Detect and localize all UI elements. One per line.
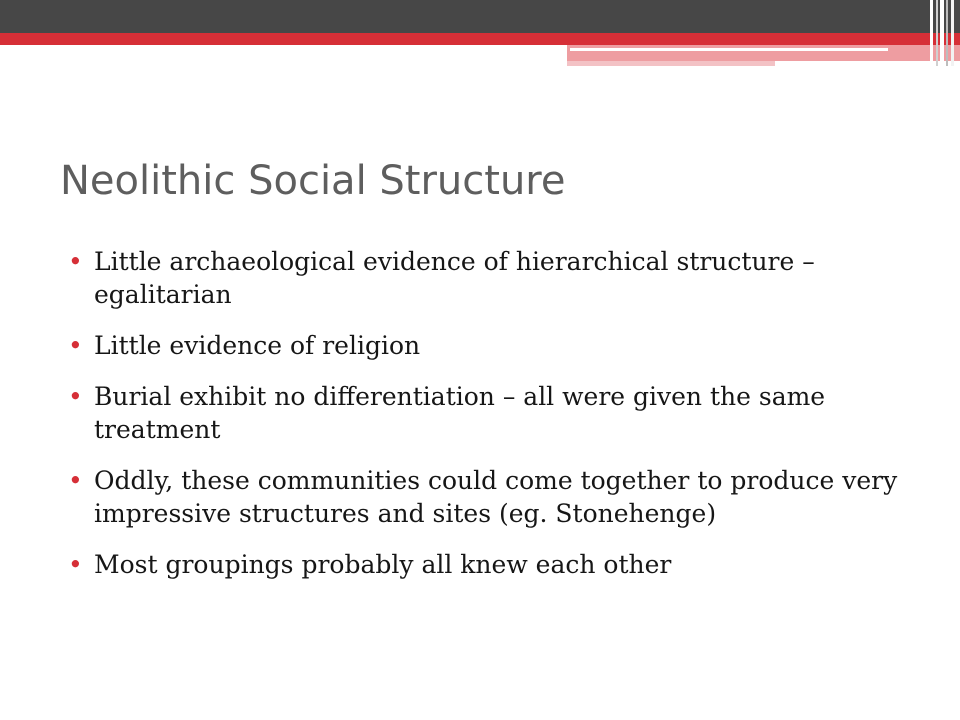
bullet-dot-icon: • — [68, 382, 83, 411]
header-stripe — [940, 0, 944, 66]
header-banner-light — [567, 61, 775, 66]
header-stripe — [930, 0, 933, 66]
bullet-list — [64, 245, 904, 599]
bullet-item — [64, 464, 904, 530]
bullet-text: Little evidence of religion — [94, 331, 421, 360]
bullet-text: Burial exhibit no differentiation – all were given the same treatment — [94, 382, 826, 444]
bullet-item — [64, 245, 904, 311]
header-stripes — [926, 0, 960, 66]
bullet-item — [64, 380, 904, 446]
bullet-text: Little archaeological evidence of hierarchical structure – egalitarian — [94, 247, 815, 309]
bullet-item — [64, 548, 904, 581]
header-stripe — [936, 0, 938, 66]
bullet-item — [64, 329, 904, 362]
header-banner-red — [0, 33, 960, 45]
bullet-dot-icon: • — [68, 550, 83, 579]
header-stripe — [946, 0, 948, 66]
bullet-dot-icon: • — [68, 247, 83, 276]
bullet-dot-icon: • — [68, 331, 83, 360]
slide-title: Neolithic Social Structure — [60, 158, 566, 204]
header-banner-highlight — [570, 48, 888, 51]
header-banner-dark — [0, 0, 960, 33]
bullet-text: Most groupings probably all knew each other — [94, 550, 672, 579]
bullet-text: Oddly, these communities could come together to produce very impressive structures and sites (eg. Stonehenge) — [94, 466, 898, 528]
bullet-dot-icon: • — [68, 466, 83, 495]
header-stripe — [951, 0, 954, 66]
